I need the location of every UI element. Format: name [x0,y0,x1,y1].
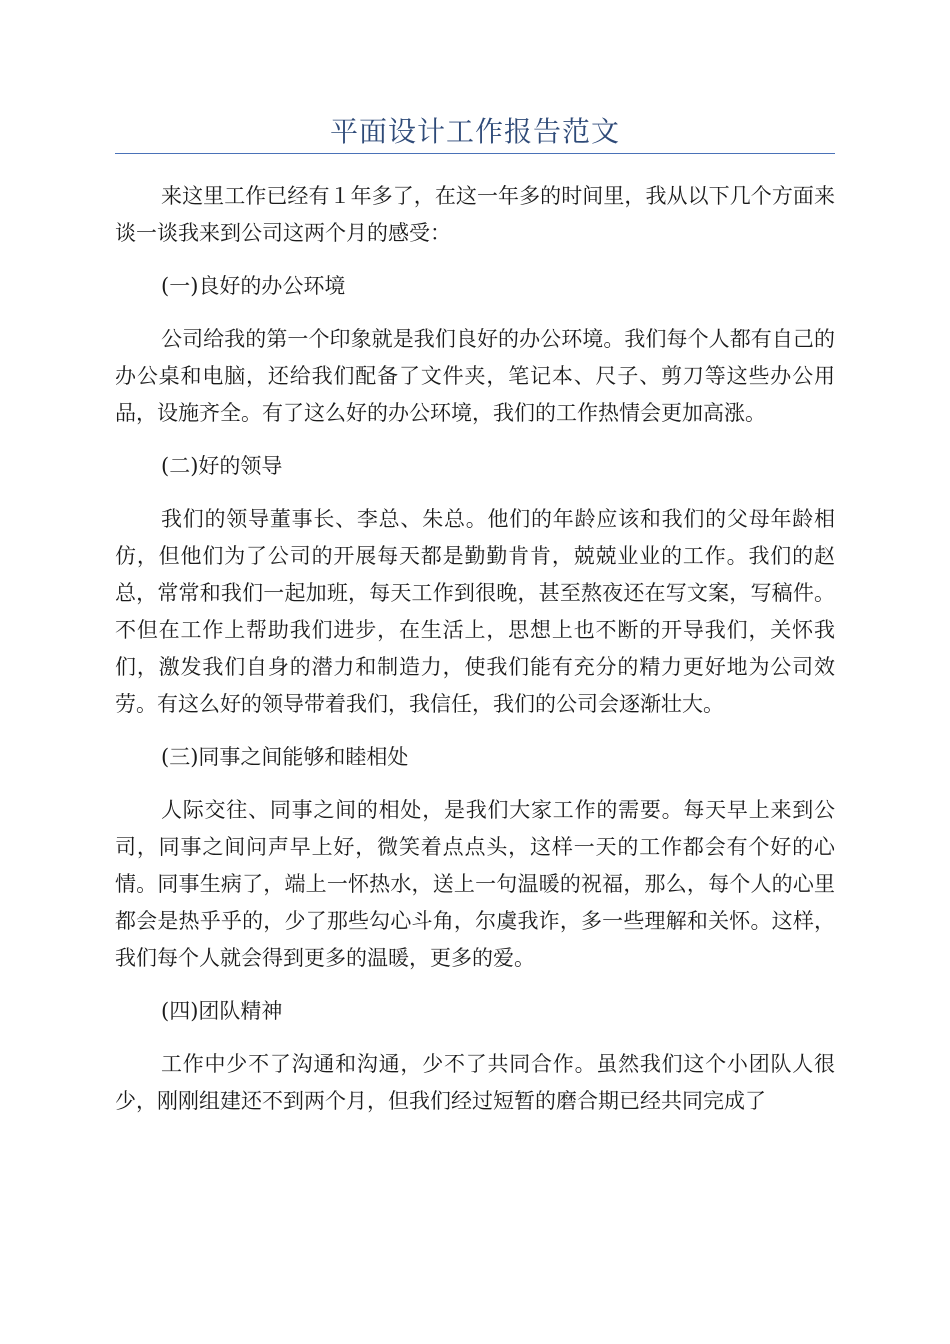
section-heading-team-spirit: (四)团队精神 [161,999,283,1023]
section-heading-office-environment: (一)良好的办公环境 [161,274,346,298]
section-heading-leadership: (二)好的领导 [161,454,283,478]
office-environment-paragraph: 公司给我的第一个印象就是我们良好的办公环境。我们每个人都有自己的办公桌和电脑，还给我们配备了文件夹，笔记本、尺子、剪刀等这些办公用品，设施齐全。有了这么好的办公环境，我们的工作热情会更加高涨。 [115,327,835,425]
section-heading-colleagues: (三)同事之间能够和睦相处 [161,745,409,769]
page-title: 平面设计工作报告范文 [329,115,620,148]
intro-paragraph: 来这里工作已经有１年多了，在这一年多的时间里，我从以下几个方面来谈一谈我来到公司这两个月的感受： [115,184,835,245]
leadership-paragraph: 我们的领导董事长、李总、朱总。他们的年龄应该和我们的父母年龄相仿，但他们为了公司的开展每天都是勤勤肯肯，兢兢业业的工作。我们的赵总，常常和我们一起加班，每天工作到很晚，甚至熬夜还在写文案，写稿件。不但在工作上帮助我们进步，在生活上，思想上也不断的开导我们，关怀我们，激发我们自身的潜力和制造力，使我们能有充分的精力更好地为公司效劳。有这么好的领导带着我们，我信任，我们的公司会逐渐壮大。 [115,507,835,716]
document-body [115,178,835,1136]
team-spirit-paragraph: 工作中少不了沟通和沟通，少不了共同合作。虽然我们这个小团队人很少，刚刚组建还不到两个月，但我们经过短暂的磨合期已经共同完成了 [115,1052,835,1113]
title-underline [115,153,835,154]
colleagues-paragraph: 人际交往、同事之间的相处，是我们大家工作的需要。每天早上来到公司，同事之间问声早上好，微笑着点点头，这样一天的工作都会有个好的心情。同事生病了，端上一怀热水，送上一句温暖的祝福，那么，每个人的心里都会是热乎乎的，少了那些勾心斗角，尔虞我诈，多一些理解和关怀。这样，我们每个人就会得到更多的温暖，更多的爱。 [115,798,835,970]
